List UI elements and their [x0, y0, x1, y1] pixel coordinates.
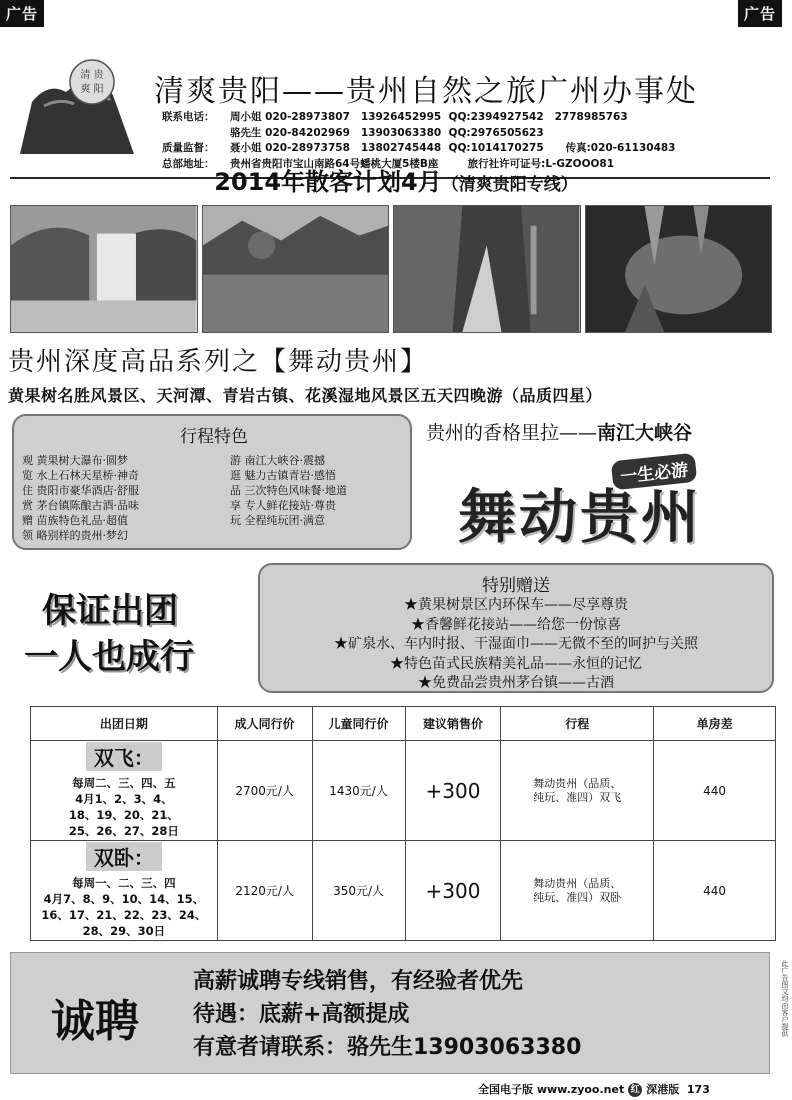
lake-photo [202, 205, 390, 333]
feature-item: 览 水上石林天星桥·神奇 [22, 469, 139, 482]
tour-subtitle: 黄果树名胜风景区、天河潭、青岩古镇、花溪湿地风景区五天四晚游（品质四星） [8, 386, 603, 405]
plan-title: 2014年散客计划4月（清爽贵阳专线） [214, 168, 578, 196]
feature-item: 住 贵阳市豪华酒店·舒服 [22, 484, 139, 497]
ad-tag-right: 广告 [738, 0, 782, 27]
feature-item: 逛 魅力古镇青岩·感悟 [230, 469, 336, 482]
art-title: 舞动贵州 [458, 483, 703, 551]
column-header: 单房差 [654, 707, 776, 741]
gifts-heading: 特别赠送 [482, 576, 550, 596]
feature-item: 赠 苗族特色礼品·超值 [22, 514, 128, 527]
photo-strip [10, 205, 772, 333]
schedule-table [30, 706, 776, 941]
single-room-supplement: 440 [654, 741, 776, 841]
features-column-right [230, 453, 347, 528]
svg-text:爽 阳: 爽 阳 [80, 84, 104, 95]
feature-item: 赏 茅台镇陈酿古酒·品味 [22, 499, 139, 512]
ad-tag-left: 广告 [0, 0, 44, 27]
single-room-supplement: 440 [654, 841, 776, 941]
gift-item: ★矿泉水、车内时报、干湿面巾——无微不至的呵护与关照 [334, 636, 698, 652]
must-visit-badge: 一生必游 [611, 453, 698, 491]
contact-row: 质量监督： 聂小姐 020-28973758 13802745448 QQ:1014170275 传真:020-61130483 [162, 142, 676, 154]
cave-photo [585, 205, 773, 333]
side-note: 此广告图文均由客户提供 [781, 960, 789, 1037]
svg-text:清 贵: 清 贵 [80, 70, 104, 81]
brand-logo [18, 42, 136, 160]
feature-item: 游 南江大峡谷·震撼 [230, 454, 325, 467]
group-type: 双卧： [86, 842, 162, 871]
contact-row: 骆先生 020-84202969 13903063380 QQ:2976505623 [230, 126, 544, 139]
waterfall-photo [10, 205, 198, 333]
column-header: 成人同行价 [217, 707, 312, 741]
route-cell: 舞动贵州（品质、 纯玩、准四）双卧 [501, 841, 654, 941]
suggested-price: +300 [405, 841, 501, 941]
features-column-left [22, 453, 139, 543]
gift-item: ★特色苗式民族精美礼品——永恒的记忆 [390, 655, 642, 672]
page-number: 173 [686, 1083, 710, 1096]
gifts-box [258, 563, 774, 693]
adult-price: 2120元/人 [217, 841, 312, 941]
column-header: 建议销售价 [405, 707, 501, 741]
feature-item: 领 略别样的贵州·梦幻 [22, 529, 128, 542]
column-header: 出团日期 [31, 707, 218, 741]
child-price: 350元/人 [312, 841, 405, 941]
recruitment-box [10, 952, 770, 1074]
edition-badge-icon: 红 [628, 1083, 642, 1097]
group-type: 双飞： [86, 742, 162, 771]
gift-item: ★香馨鲜花接站——给您一份惊喜 [411, 616, 621, 633]
feature-item: 玩 全程纯玩团·满意 [230, 514, 325, 527]
table-header-row [31, 707, 776, 741]
feature-item: 观 黄果树大瀑布·圆梦 [22, 454, 128, 467]
guarantee-slogan: 保证出团 一人也成行 [24, 591, 194, 677]
contact-row: 联系电话： 周小姐 020-28973807 13926452995 QQ:2394927542 2778985763 [162, 111, 628, 123]
header [0, 22, 792, 170]
route-cell: 舞动贵州（品质、 纯玩、准四）双飞 [501, 741, 654, 841]
gift-item: ★免费品尝贵州茅台镇——古酒 [418, 675, 614, 691]
contact-row: 总部地址： 贵州省贵阳市宝山南路64号蟠桃大厦5楼B座 旅行社许可证号:L-GZOOO81 [162, 157, 615, 170]
series-title: 贵州深度高品系列之【舞动贵州】 [8, 347, 429, 377]
shangri-la-tagline: 贵州的香格里拉——南江大峡谷 [426, 422, 693, 444]
features-box [12, 414, 412, 550]
gorge-photo [393, 205, 581, 333]
page-footer: 全国电子版 www.zyoo.net 红 深港版 173 [478, 1083, 710, 1096]
suggested-price: +300 [405, 741, 501, 841]
features-heading: 行程特色 [180, 427, 248, 447]
adult-price: 2700元/人 [217, 741, 312, 841]
column-header: 行程 [501, 707, 654, 741]
departure-dates-cell: 双卧： 每周一、二、三、四 4月7、8、9、10、14、15、 16、17、21、22、23、24、 28、29、30日 [31, 841, 218, 941]
recruit-heading: 诚聘 [51, 996, 139, 1047]
table-row [31, 741, 776, 841]
child-price: 1430元/人 [312, 741, 405, 841]
feature-item: 享 专人鲜花接站·尊贵 [230, 499, 336, 512]
column-header: 儿童同行价 [312, 707, 405, 741]
feature-item: 品 三次特色风味餐·地道 [230, 484, 347, 497]
brand-title: 清爽贵阳——贵州自然之旅广州办事处 [154, 74, 698, 109]
table-row [31, 841, 776, 941]
departure-dates-cell: 双飞： 每周二、三、四、五 4月1、2、3、4、 18、19、20、21、 25、26、27、28日 [31, 741, 218, 841]
recruit-details: 高薪诚聘专线销售，有经验者优先 待遇：底薪+高额提成 有意者请联系：骆先生13903063380 [193, 969, 582, 1060]
gift-item: ★黄果树景区内环保车——尽享尊贵 [404, 597, 628, 613]
gifts-list [260, 596, 772, 694]
